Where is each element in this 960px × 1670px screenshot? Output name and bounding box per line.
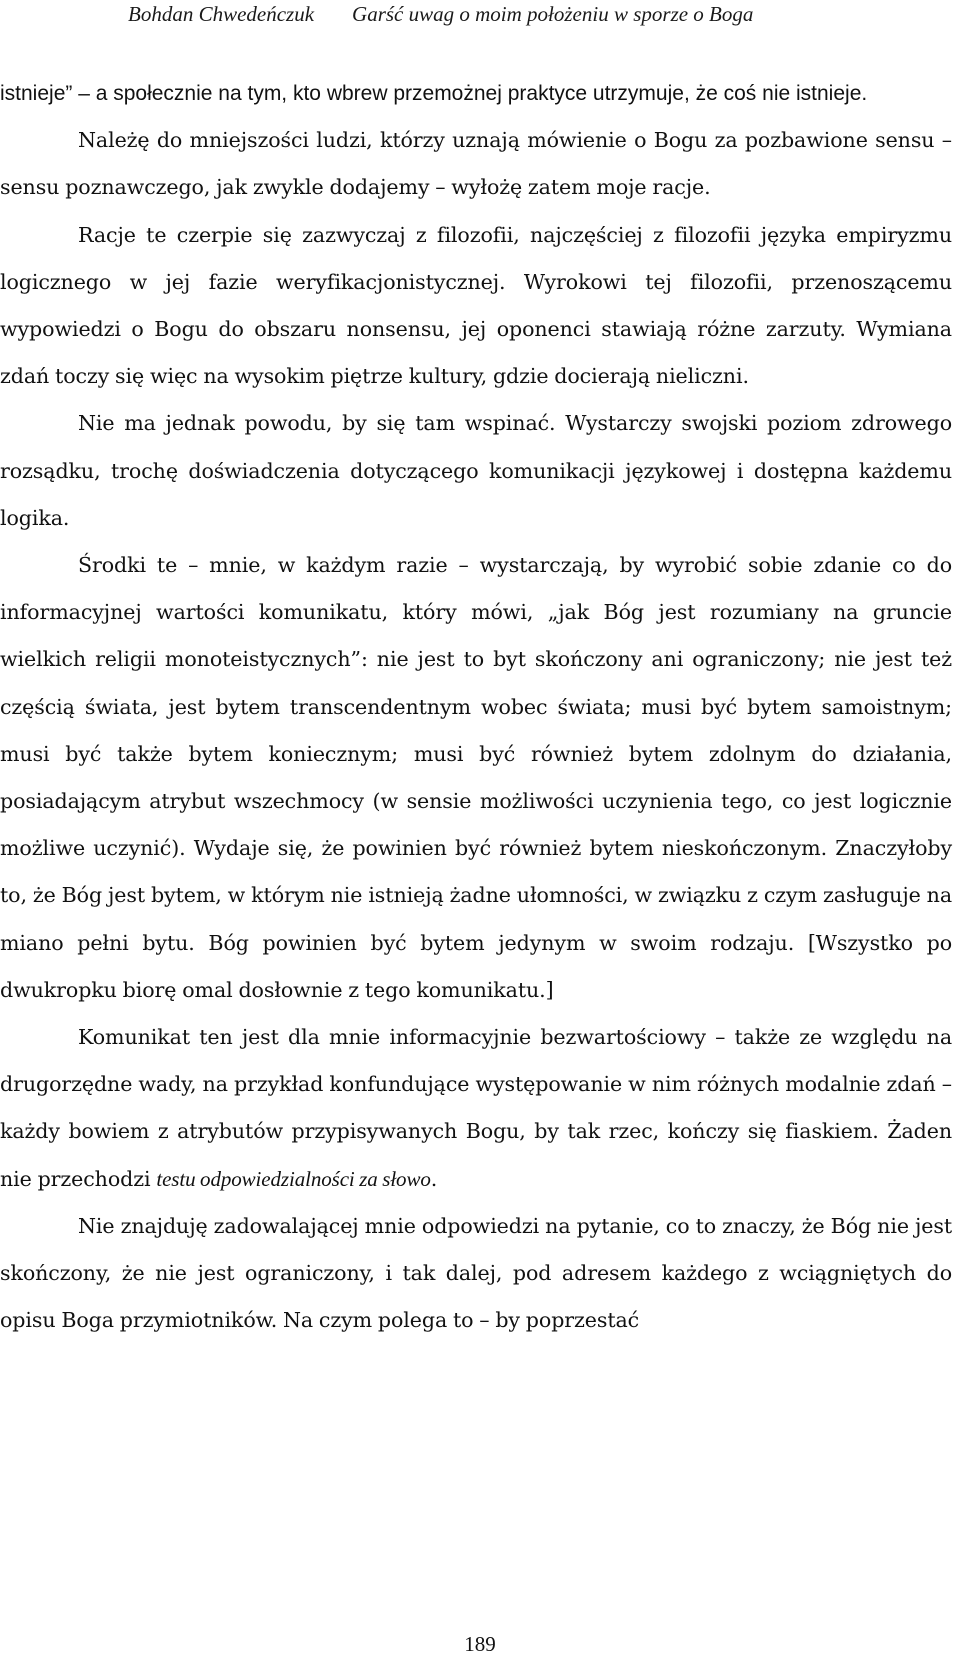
paragraph-5: Środki te – mnie, w każdym razie – wystarczają, by wyrobić sobie zdanie co do informacyjnej wartości komunikatu, który mówi, „jak Bóg jest rozumiany na gruncie wielkich religii monoteistycznych”: nie jest to byt skończony ani ograniczony; nie jest też częścią świata, jest bytem transcendentnym wobec świata; musi być bytem samoistnym; musi być także bytem koniecznym; musi być również bytem zdolnym do działania, posiadającym atrybut wszechmocy (w sensie możliwości uczynienia tego, co jest logicznie możliwe uczynić). Wydaje się, że powinien być również bytem nieskończonym. Znaczyłoby to, że Bóg jest bytem, w którym nie istnieją żadne ułomności, w związku z czym zasługuje na miano pełni bytu. Bóg powinien być bytem jedynym w swoim rodzaju. [Wszystko po dwukropku biorę omal dosłownie z tego komunikatu.] bbox=[0, 553, 952, 1002]
emphasis-phrase: testu odpowiedzialności za słowo bbox=[156, 1166, 431, 1191]
paragraph-6-end: . bbox=[430, 1166, 438, 1191]
body-text bbox=[0, 70, 952, 1344]
paragraph-4: Nie ma jednak powodu, by się tam wspinać. Wystarczy swojski poziom zdrowego rozsądku, trochę doświadczenia dotyczącego komunikacji językowej i dostępna każdemu logika. bbox=[0, 411, 952, 530]
paragraph-3: Racje te czerpie się zazwyczaj z filozofii, najczęściej z filozofii języka empiryzmu logicznego w jej fazie weryfikacjonistycznej. Wyrokowi tej filozofii, przenoszącemu wypowiedzi o Bogu do obszaru nonsensu, jej oponenci stawiają różne zarzuty. Wymiana zdań toczy się więc na wysokim piętrze kultury, gdzie docierają nieliczni. bbox=[0, 222, 952, 389]
header-book-title: Garść uwag o moim położeniu w sporze o Boga bbox=[352, 2, 754, 26]
paragraph-2: Należę do mniejszości ludzi, którzy uznają mówienie o Bogu za pozbawione sensu – sensu poznawczego, jak zwykle dodajemy – wyłożę zatem moje racje. bbox=[0, 128, 952, 200]
paragraph-6-text: Komunikat ten jest dla mnie informacyjnie bezwartościowy – także ze względu na drugorzędne wady, na przykład konfundujące występowanie w nim różnych modalnie zdań – każdy bowiem z atrybutów przypisywanych Bogu, by tak rzec, kończy się fiaskiem. Żaden nie przechodzi bbox=[0, 1025, 952, 1191]
paragraph-6 bbox=[0, 1014, 952, 1203]
paragraph-continuation: istnieje” – a społecznie na tym, kto wbrew przemożnej praktyce utrzymuje, że coś nie istnieje. bbox=[0, 82, 868, 105]
paragraph-7: Nie znajduję zadowalającej mnie odpowiedzi na pytanie, co to znaczy, że Bóg nie jest skończony, że nie jest ograniczony, i tak dalej, pod adresem każdego z wciągniętych do opisu Boga przymiotników. Na czym polega to – by poprzestać bbox=[0, 1213, 952, 1333]
header-author: Bohdan Chwedeńczuk bbox=[128, 2, 315, 26]
page-number: 189 bbox=[464, 1632, 496, 1656]
running-header bbox=[128, 0, 928, 28]
